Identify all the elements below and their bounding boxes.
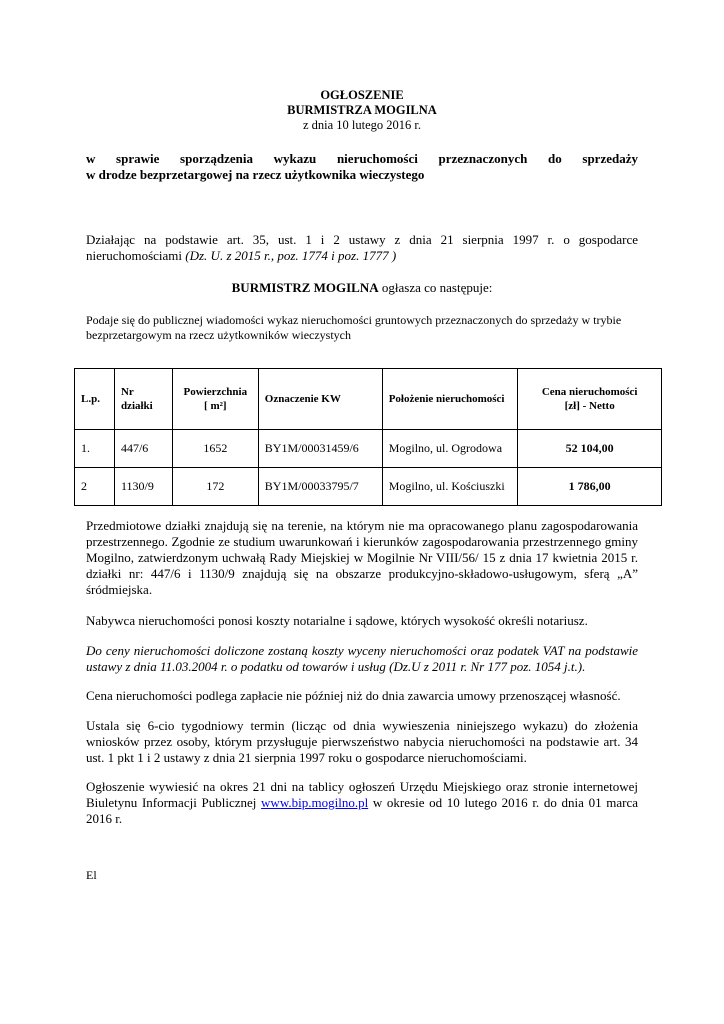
col-header-plot-number: Nr działki (114, 369, 172, 430)
table-row (75, 430, 662, 468)
announcement-issuer: BURMISTRZ MOGILNA (231, 280, 379, 295)
subject-line-1: w sprawie sporządzenia wykazu nieruchomości przeznaczonych do sprzedaży (86, 151, 638, 166)
document-issuer: BURMISTRZA MOGILNA (287, 103, 437, 117)
cell-lp: 1. (75, 430, 115, 468)
col-header-lp: L.p. (75, 369, 115, 430)
intro-paragraph: Podaje się do publicznej wiadomości wykaz nieruchomości gruntowych przeznaczonych do sprzedaży w trybie bezprzetargowym na rzecz użytkowników wieczystych (86, 313, 622, 342)
bip-link[interactable]: www.bip.mogilno.pl (261, 795, 369, 810)
legal-basis-text: Działając na podstawie art. 35, ust. 1 i 2 ustawy z dnia 21 sierpnia 1997 r. o gospodarce nieruchomościami (86, 232, 638, 263)
cell-location: Mogilno, ul. Ogrodowa (382, 430, 518, 468)
payment-paragraph: Cena nieruchomości podlega zapłacie nie później niż do dnia zawarcia umowy przenoszącej własność. (86, 688, 621, 703)
posting-paragraph: Ogłoszenie wywiesić na okres 21 dni na tablicy ogłoszeń Urzędu Miejskiego oraz stronie internetowej Biuletynu Informacji Publicznej www.bip.mogilno.pl w okresie od 10 lutego 2016 r. do dnia 01 marca 2016 r. (86, 779, 639, 826)
author-initials: El (86, 868, 97, 882)
document-date: z dnia 10 lutego 2016 r. (302, 118, 422, 132)
cell-kw: BY1M/00031459/6 (258, 430, 382, 468)
table-row (75, 468, 662, 506)
col-header-price: Cena nieruchomości [zł] - Netto (518, 369, 662, 430)
legal-basis (86, 232, 638, 264)
cell-plot-number: 447/6 (114, 430, 172, 468)
legal-basis-citation: (Dz. U. z 2015 r., poz. 1774 i poz. 1777 ) (185, 248, 397, 263)
col-header-area: Powierzchnia [ m²] (172, 369, 258, 430)
col-header-location: Położenie nieruchomości (382, 369, 518, 430)
document-title: OGŁOSZENIE (320, 88, 404, 102)
announcement-text: ogłasza co następuje: (378, 280, 493, 295)
announcement-line (86, 280, 638, 296)
cell-location: Mogilno, ul. Kościuszki (382, 468, 518, 506)
cell-price: 52 104,00 (518, 430, 662, 468)
cell-area: 172 (172, 468, 258, 506)
cell-lp: 2 (75, 468, 115, 506)
subject (86, 151, 638, 183)
table-header-row (75, 369, 662, 430)
vat-paragraph: Do ceny nieruchomości doliczone zostaną koszty wyceny nieruchomości oraz podatek VAT na podstawie ustawy z dnia 11.03.2004 r. o podatku od towarów i usług (Dz.U z 2011 r. Nr 177 poz. 1054 j.t.). (86, 643, 638, 674)
costs-paragraph: Nabywca nieruchomości ponosi koszty notarialne i sądowe, których wysokość określi notariusz. (86, 613, 588, 628)
cell-kw: BY1M/00033795/7 (258, 468, 382, 506)
deadline-paragraph: Ustala się 6-cio tygodniowy termin (licząc od dnia wywieszenia niniejszego wykazu) do złożenia wniosków przez osoby, którym przysługuje pierwszeństwo nabycia nieruchomości na podstawie art. 34 ust. 1 pkt 1 i 2 ustawy z dnia 21 sierpnia 1997 roku o gospodarce nieruchomościami. (86, 718, 638, 765)
property-table (74, 368, 662, 506)
cell-area: 1652 (172, 430, 258, 468)
subject-line-2: w drodze bezprzetargowej na rzecz użytkownika wieczystego (86, 167, 425, 182)
cell-price: 1 786,00 (518, 468, 662, 506)
col-header-kw: Oznaczenie KW (258, 369, 382, 430)
cell-plot-number: 1130/9 (114, 468, 172, 506)
zoning-paragraph: Przedmiotowe działki znajdują się na terenie, na którym nie ma opracowanego planu zagospodarowania przestrzennego. Zgodnie ze studium uwarunkowań i kierunków zagospodarowania przestrzennego gminy Mogilno, zatwierdzonym uchwałą Rady Miejskiej w Mogilnie Nr VIII/56/ 15 z dnia 17 kwietnia 2015 r. działki nr: 447/6 i 1130/9 znajdują się na obszarze produkcyjno-składowo-usługowym, sferą „A” śródmiejska. (86, 518, 638, 597)
